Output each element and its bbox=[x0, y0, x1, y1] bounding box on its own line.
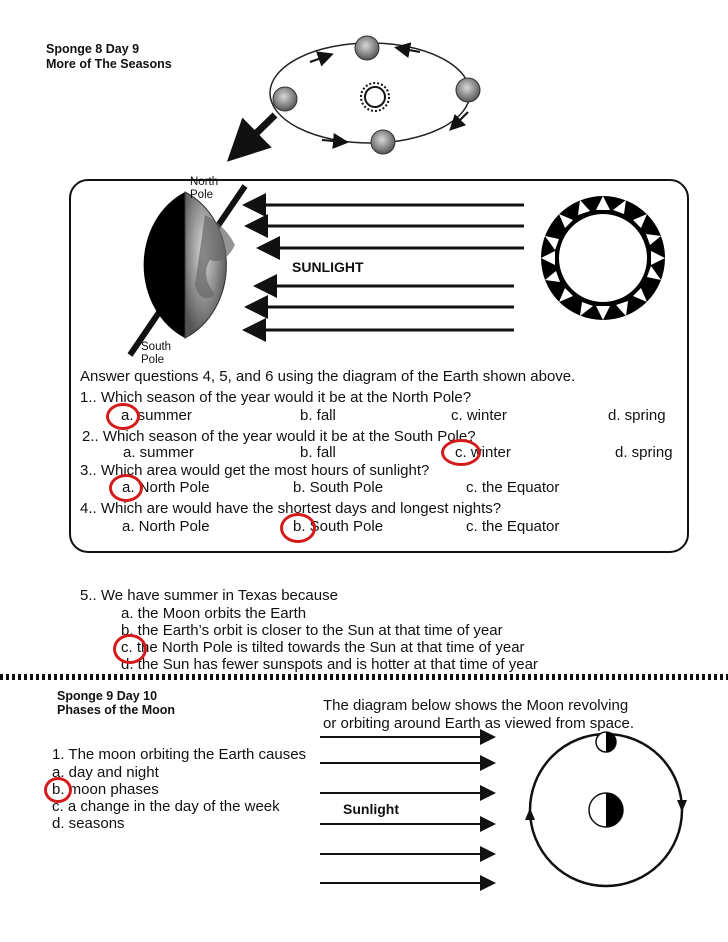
answer-circle bbox=[44, 777, 72, 803]
question-3: 3.. Which area would get the most hours of sunlight? bbox=[80, 462, 430, 479]
moon-option-a[interactable]: a. day and night bbox=[52, 764, 159, 781]
q5-option-d[interactable]: d. the Sun has fewer sunspots and is hotter at that time of year bbox=[121, 656, 538, 673]
moon-option-b[interactable]: b. moon phases bbox=[52, 781, 159, 798]
moon-option-c[interactable]: c. a change in the day of the week bbox=[52, 798, 280, 815]
q4-option-a[interactable]: a. North Pole bbox=[122, 518, 210, 535]
sponge8-subtitle: More of The Seasons bbox=[46, 57, 172, 71]
orbit-arrow-icon bbox=[310, 55, 330, 62]
south-pole-label: South bbox=[141, 341, 172, 353]
q3-option-c[interactable]: c. the Equator bbox=[466, 479, 560, 496]
orbit-sun-icon bbox=[361, 83, 389, 111]
sponge8-title: Sponge 8 Day 9 bbox=[46, 42, 140, 56]
sponge9-subtitle: Phases of the Moon bbox=[57, 703, 176, 717]
orbit-arrow-icon bbox=[677, 800, 687, 812]
moon-sunlight-label: Sunlight bbox=[343, 801, 399, 817]
q1-option-d[interactable]: d. spring bbox=[608, 407, 666, 424]
orbit-earth-bottom-icon bbox=[371, 130, 395, 154]
q2-option-b[interactable]: b. fall bbox=[300, 444, 336, 461]
question-2: 2.. Which season of the year would it be at the South Pole? bbox=[82, 428, 476, 445]
q1-option-a[interactable]: a. summer bbox=[121, 407, 192, 424]
q2-option-c[interactable]: c. winter bbox=[455, 444, 511, 461]
north-pole-label-2: Pole bbox=[190, 189, 214, 201]
sponge9-description-1: The diagram below shows the Moon revolving bbox=[323, 697, 629, 714]
orbit-earth-right-icon bbox=[456, 78, 480, 102]
sunlight-label: SUNLIGHT bbox=[292, 259, 364, 275]
orbit-arrow-icon bbox=[525, 808, 535, 820]
sun-icon bbox=[541, 196, 665, 320]
pointer-arrow-icon bbox=[237, 115, 275, 152]
q4-option-c[interactable]: c. the Equator bbox=[466, 518, 560, 535]
earth-center-icon bbox=[589, 793, 623, 827]
q2-option-a[interactable]: a. summer bbox=[123, 444, 194, 461]
answer-circle bbox=[280, 513, 316, 543]
q1-option-b[interactable]: b. fall bbox=[300, 407, 336, 424]
q5-option-a[interactable]: a. the Moon orbits the Earth bbox=[121, 605, 307, 622]
south-pole-label-2: Pole bbox=[141, 354, 165, 366]
answer-circle bbox=[113, 634, 147, 664]
moon-icon bbox=[596, 732, 616, 752]
q3-option-a[interactable]: a. North Pole bbox=[122, 479, 210, 496]
orbit-arrow-icon bbox=[322, 140, 345, 142]
sponge9-title: Sponge 9 Day 10 bbox=[57, 689, 158, 703]
sponge9-description-2: or orbiting around Earth as viewed from space. bbox=[323, 715, 634, 732]
q5-option-b[interactable]: b. the Earth’s orbit is closer to the Sun at that time of year bbox=[121, 622, 503, 639]
orbit-earth-left-icon bbox=[273, 87, 297, 111]
answer-circle bbox=[106, 403, 140, 430]
q5-option-c[interactable]: c. the North Pole is tilted towards the Sun at that time of year bbox=[121, 639, 525, 656]
answer-circle bbox=[109, 474, 143, 502]
instructions: Answer questions 4, 5, and 6 using the diagram of the Earth shown above. bbox=[80, 368, 576, 385]
question-4: 4.. Which are would have the shortest days and longest nights? bbox=[80, 500, 502, 517]
q2-option-d[interactable]: d. spring bbox=[615, 444, 673, 461]
q1-option-c[interactable]: c. winter bbox=[451, 407, 507, 424]
north-pole-label: North bbox=[190, 176, 219, 188]
q4-option-b[interactable]: b. South Pole bbox=[293, 518, 384, 535]
answer-circle bbox=[441, 439, 481, 466]
question-1: 1.. Which season of the year would it be at the North Pole? bbox=[80, 389, 472, 406]
question-5: 5.. We have summer in Texas because bbox=[80, 587, 338, 604]
orbit-earth-top-icon bbox=[355, 36, 379, 60]
q3-option-b[interactable]: b. South Pole bbox=[293, 479, 384, 496]
moon-question: 1. The moon orbiting the Earth causes bbox=[52, 746, 307, 763]
moon-option-d[interactable]: d. seasons bbox=[52, 815, 125, 832]
